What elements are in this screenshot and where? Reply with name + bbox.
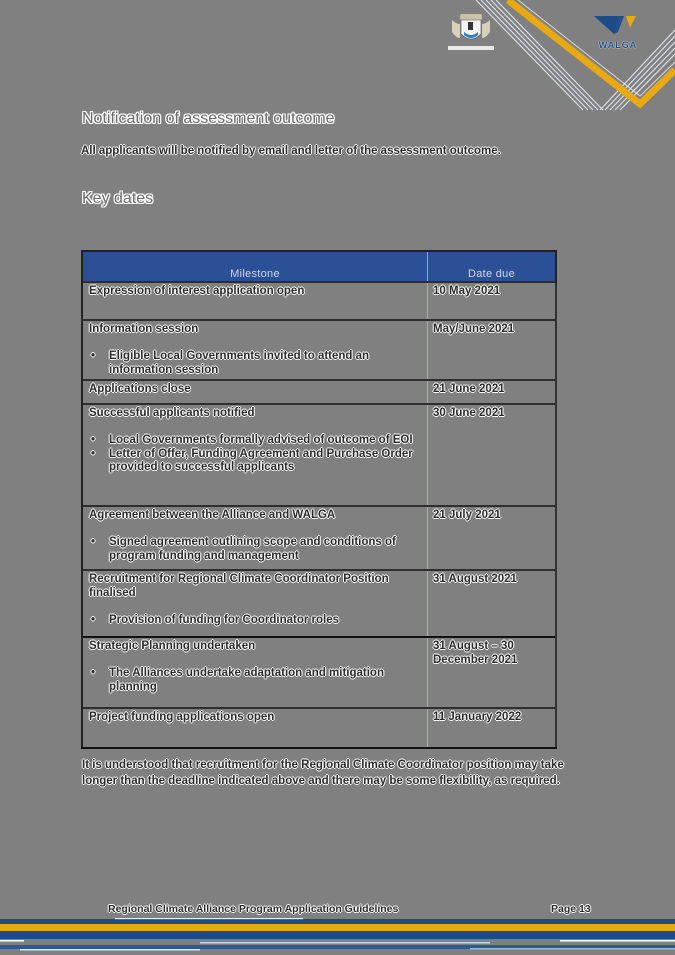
milestone-date: May/June 2021 <box>433 323 515 335</box>
table-row <box>82 570 556 637</box>
milestone-bullets <box>89 434 421 475</box>
bullet-text: The Alliances undertake adaptation and mitigation planning <box>109 667 384 693</box>
list-item <box>89 614 421 628</box>
table-row <box>82 637 556 708</box>
milestone-date: 21 June 2021 <box>433 383 505 395</box>
milestone-date: 11 January 2022 <box>433 711 522 723</box>
notification-body: All applicants will be notified by email and letter of the assessment outcome. <box>81 145 501 157</box>
milestone-date: 31 August – 30 December 2021 <box>433 640 518 666</box>
key-dates-heading: Key dates <box>82 190 154 207</box>
milestone-bullets <box>89 614 421 628</box>
milestone-title: Successful applicants notified <box>89 407 255 419</box>
list-item <box>89 667 421 694</box>
key-dates-table <box>81 250 557 749</box>
milestone-title: Information session <box>89 323 199 335</box>
footer-document-title: Regional Climate Alliance Program Application Guidelines <box>108 903 399 915</box>
notification-heading: Notification of assessment outcome <box>82 110 335 127</box>
footer-page-number: Page 13 <box>551 903 591 915</box>
bullet-text: Eligible Local Governments invited to attend an information session <box>109 350 370 376</box>
milestone-date: 30 June 2021 <box>433 407 505 419</box>
list-item <box>89 448 421 475</box>
bullet-icon: • <box>91 667 96 679</box>
list-item <box>89 350 421 377</box>
header-chevron-decoration <box>0 0 675 115</box>
milestone-title: Strategic Planning undertaken <box>89 640 256 652</box>
bullet-icon: • <box>91 350 96 362</box>
table-row <box>82 708 556 748</box>
bullet-text: Provision of funding for Coordinator roles <box>109 614 339 626</box>
bullet-icon: • <box>91 536 96 548</box>
milestone-title: Recruitment for Regional Climate Coordinator Position finalised <box>89 573 389 599</box>
table-row <box>82 320 556 380</box>
table-row <box>82 506 556 570</box>
walga-logo-text: WALGA <box>598 40 638 50</box>
milestone-title: Applications close <box>89 383 191 395</box>
milestone-date: 31 August 2021 <box>433 573 517 585</box>
wa-government-crest-icon <box>446 10 496 54</box>
milestone-bullets <box>89 350 421 377</box>
bullet-text: Local Governments formally advised of outcome of EOI <box>109 434 413 446</box>
list-item <box>89 434 421 448</box>
milestone-date: 21 July 2021 <box>433 509 501 521</box>
milestone-bullets <box>89 536 421 563</box>
table-row <box>82 404 556 506</box>
table-row <box>82 282 556 320</box>
list-item <box>89 536 421 563</box>
footer-stripe-decoration <box>0 918 675 955</box>
milestone-title: Agreement between the Alliance and WALGA <box>89 509 336 521</box>
bullet-text: Letter of Offer, Funding Agreement and Purchase Order provided to successful applicants <box>109 447 413 473</box>
column-header-milestone: Milestone <box>82 251 428 282</box>
milestone-date: 10 May 2021 <box>433 285 501 297</box>
milestone-bullets <box>89 667 421 694</box>
milestone-title: Project funding applications open <box>89 711 275 723</box>
bullet-icon: • <box>91 447 96 460</box>
bullet-icon: • <box>91 434 96 446</box>
column-header-date-due: Date due <box>428 251 557 282</box>
recruitment-note: It is understood that recruitment for the Regional Climate Coordinator position may take longer than the deadline indicated above and there may be some flexibility, as required. <box>82 759 564 787</box>
table-row <box>82 380 556 404</box>
bullet-text: Signed agreement outlining scope and conditions of program funding and management <box>109 536 396 562</box>
table-header-row <box>82 251 556 282</box>
milestone-title: Expression of interest application open <box>89 285 305 297</box>
bullet-icon: • <box>91 614 96 626</box>
